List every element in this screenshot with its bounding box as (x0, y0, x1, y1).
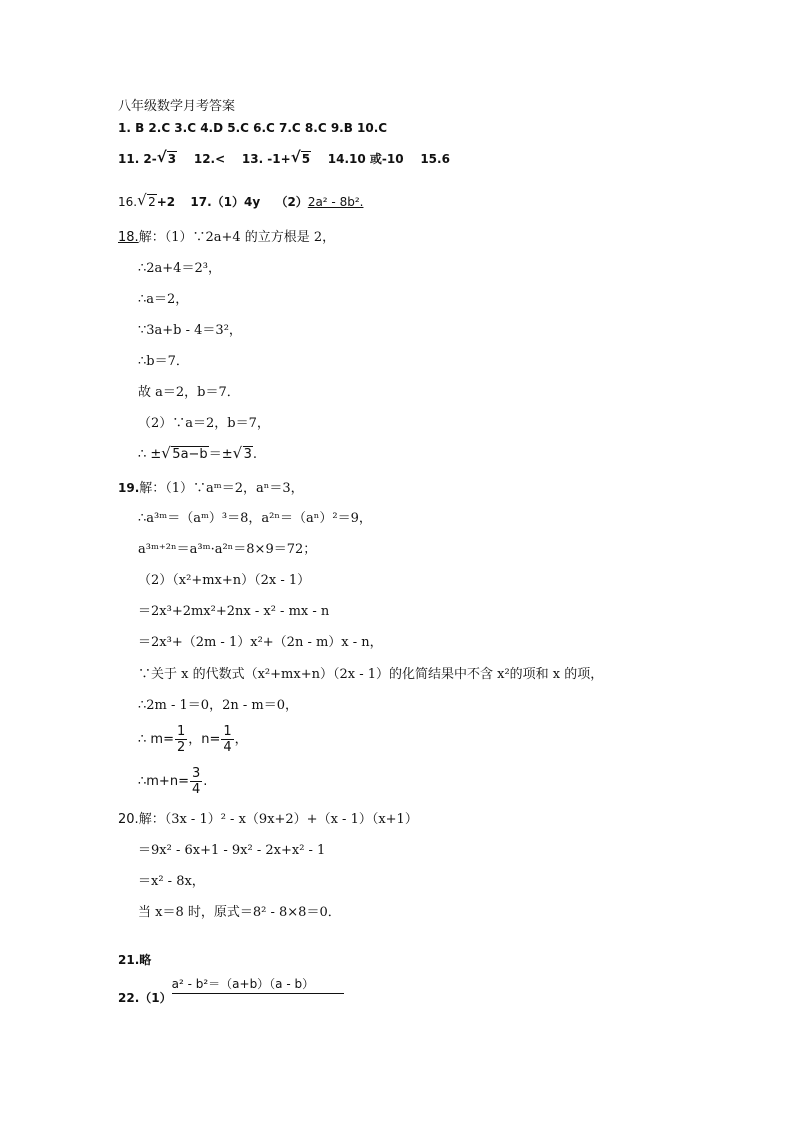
q19-fraction-sum: $\frac{3}{4}$ (191, 766, 201, 797)
q19-line-7: ∵关于 x 的代数式（x²+mx+n）（2x - 1）的化简结果中不含 x²的项和 x 的项， (138, 667, 604, 682)
q20-text-1: 解：（3x - 1）² - x（9x+2）+（x - 1）（x+1） (138, 812, 418, 827)
q19-m-label: ∴ m= (138, 732, 174, 747)
q19-text-1: 解：（1）∵aᵐ＝2，aⁿ＝3， (139, 481, 304, 496)
q18-line-2: ∴2a+4＝2³， (138, 261, 221, 276)
q20-line-3: ＝x² - 8x， (138, 874, 205, 889)
answer-17-2: 2a² - 8b². (307, 195, 364, 209)
answer-16-label: 16. (118, 195, 138, 209)
q22-answer: a² - b²＝（a+b）（a - b） (172, 975, 345, 994)
answers-16-17 (118, 193, 363, 211)
q19-line-5: ＝2x³+2mx²+2nx - x² - mx - n (138, 604, 330, 619)
answer-17-2-label: （2） (275, 195, 308, 209)
q22-label: 22.（1） (118, 991, 172, 1005)
q20-line-4: 当 x＝8 时，原式＝8² - 8×8＝0． (138, 905, 341, 920)
answer-11-sqrt: √ 3 (157, 150, 177, 168)
q18-sqrt-1: √ 5a−b (161, 446, 208, 464)
q19-n-label: ，n= (188, 732, 221, 747)
q18-line-8-pre: ∴ ± (138, 447, 162, 462)
answer-11-text: 11. 2- (118, 152, 157, 166)
answers-1-10: 1. B 2.C 3.C 4.D 5.C 6.C 7.C 8.C 9.B 10.C (118, 121, 388, 135)
answer-13-sqrt: √ 5 (291, 150, 311, 168)
page-title: 八年级数学月考答案 (118, 99, 236, 114)
answer-13-text: 13. -1+ (241, 152, 291, 166)
q19-sum-label: ∴m+n= (138, 774, 189, 789)
q18-line-4: ∵3a+b - 4＝3²， (138, 323, 242, 338)
q20-line-2: ＝9x² - 6x+1 - 9x² - 2x+x² - 1 (138, 843, 326, 858)
answer-17-1: 17.（1）4y (190, 195, 261, 209)
answer-14: 14.10 或-10 (327, 152, 404, 166)
q19-fraction-n: $\frac{1}{4}$ (223, 724, 232, 755)
q18-sqrt-2: √ 3 (233, 446, 253, 464)
q20-label: 20. (118, 812, 139, 827)
q19-label: 19. (118, 481, 140, 495)
q19-line-4: （2）（x²+mx+n）（2x - 1） (138, 573, 311, 588)
q19-line-8: ∴2m - 1＝0，2n - m＝0， (138, 698, 298, 713)
q19-line-10 (138, 766, 207, 797)
q20-line-1 (118, 811, 418, 829)
answers-11-15 (118, 150, 450, 168)
q18-line-7: （2）∵a＝2，b＝7， (138, 416, 270, 431)
q19-line-1 (118, 479, 304, 498)
answer-16-rest: +2 (156, 195, 176, 209)
q18-line-1 (118, 229, 335, 247)
answer-12: 12.< (193, 152, 226, 166)
q18-line-6: 故 a＝2，b＝7． (138, 385, 240, 400)
q18-line-8-end: . (252, 447, 258, 462)
q18-line-5: ∴b＝7． (138, 354, 189, 369)
q19-line-9 (138, 724, 248, 755)
q19-line-10-end: . (203, 774, 208, 789)
answer-16-sqrt: √ 2 (137, 193, 157, 211)
q18-label: 18. (118, 230, 139, 245)
q19-fraction-m: $\frac{1}{2}$ (176, 724, 186, 755)
q19-line-9-end: ， (234, 732, 248, 747)
q19-line-2: ∴a³ᵐ＝（aᵐ）³＝8，a²ⁿ＝（aⁿ）²＝9， (138, 511, 372, 526)
q19-line-6: ＝2x³+（2m - 1）x²+（2n - m）x - n， (138, 635, 383, 650)
q18-line-8-mid: ＝± (208, 447, 233, 462)
answer-15: 15.6 (420, 152, 450, 166)
q18-line-8 (138, 446, 257, 464)
q22-line (118, 975, 344, 1005)
q21: 21.略 (118, 953, 152, 967)
q18-line-3: ∴a＝2， (138, 292, 189, 307)
q18-text-1: 解：（1）∵2a+4 的立方根是 2， (138, 230, 336, 245)
q19-line-3: a³ᵐ⁺²ⁿ＝a³ᵐ·a²ⁿ＝8×9＝72； (138, 542, 317, 557)
